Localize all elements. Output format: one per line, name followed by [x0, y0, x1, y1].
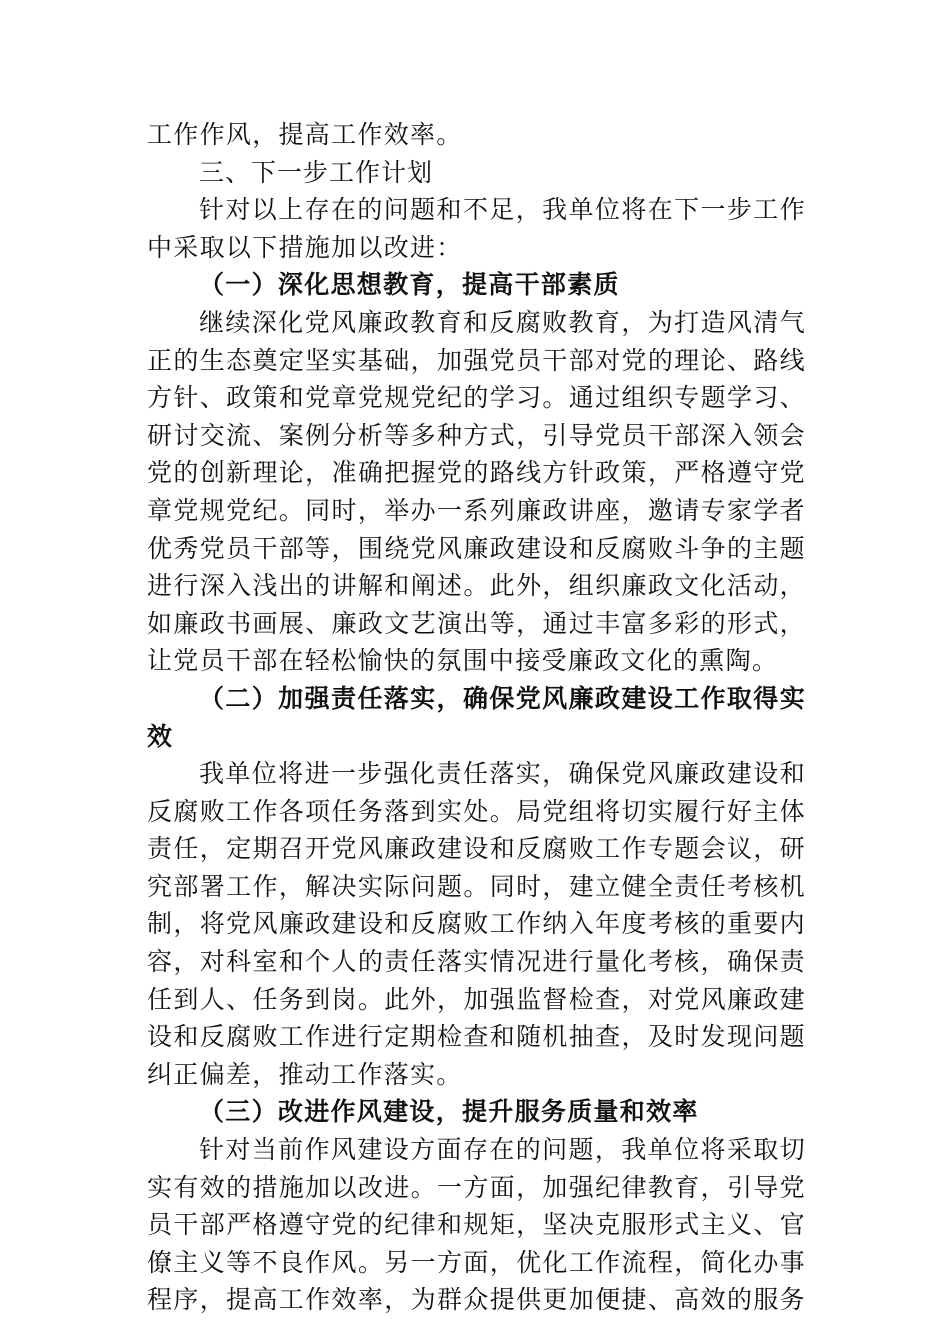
document-page — [147, 116, 806, 1319]
text-line: 纠正偏差，推动工作落实。 — [147, 1059, 463, 1089]
text-line: 章党规党纪。同时，举办一系列廉政讲座，邀请专家学者 — [147, 495, 806, 525]
text-line: 正的生态奠定坚实基础，加强党员干部对党的理论、路线 — [147, 345, 806, 375]
section-heading: 三、下一步工作计划 — [199, 157, 434, 187]
subsection-heading: （三）改进作风建设，提升服务质量和效率 — [199, 1097, 699, 1127]
text-line: 如廉政书画展、廉政文艺演出等，通过丰富多彩的形式， — [147, 608, 806, 638]
text-line: 制，将党风廉政建设和反腐败工作纳入年度考核的重要内 — [147, 909, 806, 939]
text-line: 党的创新理论，准确把握党的路线方针政策，严格遵守党 — [147, 458, 806, 488]
text-line: 反腐败工作各项任务落到实处。局党组将切实履行好主体 — [147, 796, 806, 826]
text-line: 设和反腐败工作进行定期检查和随机抽查，及时发现问题 — [147, 1022, 806, 1052]
text-line: 让党员干部在轻松愉快的氛围中接受廉政文化的熏陶。 — [147, 646, 779, 676]
text-line: 员干部严格遵守党的纪律和规矩，坚决克服形式主义、官 — [147, 1210, 806, 1240]
text-line: 僚主义等不良作风。另一方面，优化工作流程，简化办事 — [147, 1247, 806, 1277]
text-line: 针对以上存在的问题和不足，我单位将在下一步工作 — [199, 195, 806, 225]
text-line: 实有效的措施加以改进。一方面，加强纪律教育，引导党 — [147, 1172, 806, 1202]
text-line: 程序，提高工作效率，为群众提供更加便捷、高效的服务 — [147, 1285, 806, 1315]
text-line: 责任，定期召开党风廉政建设和反腐败工作专题会议，研 — [147, 834, 806, 864]
text-line: 继续深化党风廉政教育和反腐败教育，为打造风清气 — [199, 307, 806, 337]
subsection-heading: 效 — [147, 721, 174, 751]
text-line: 中采取以下措施加以改进： — [147, 232, 463, 262]
text-line: 究部署工作，解决实际问题。同时，建立健全责任考核机 — [147, 871, 806, 901]
text-line: 工作作风，提高工作效率。 — [147, 120, 463, 149]
text-line: 容，对科室和个人的责任落实情况进行量化考核，确保责 — [147, 947, 806, 977]
text-line: 我单位将进一步强化责任落实，确保党风廉政建设和 — [199, 759, 806, 789]
text-line: 研讨交流、案例分析等多种方式，引导党员干部深入领会 — [147, 420, 806, 450]
text-line: 方针、政策和党章党规党纪的学习。通过组织专题学习、 — [147, 383, 806, 413]
text-line: 进行深入浅出的讲解和阐述。此外，组织廉政文化活动， — [147, 571, 806, 601]
text-line: 针对当前作风建设方面存在的问题，我单位将采取切 — [199, 1135, 806, 1165]
subsection-heading: （一）深化思想教育，提高干部素质 — [199, 270, 620, 300]
text-line: 任到人、任务到岗。此外，加强监督检查，对党风廉政建 — [147, 984, 806, 1014]
text-line: 优秀党员干部等，围绕党风廉政建设和反腐败斗争的主题 — [147, 533, 806, 563]
subsection-heading: （二）加强责任落实，确保党风廉政建设工作取得实 — [199, 683, 806, 713]
